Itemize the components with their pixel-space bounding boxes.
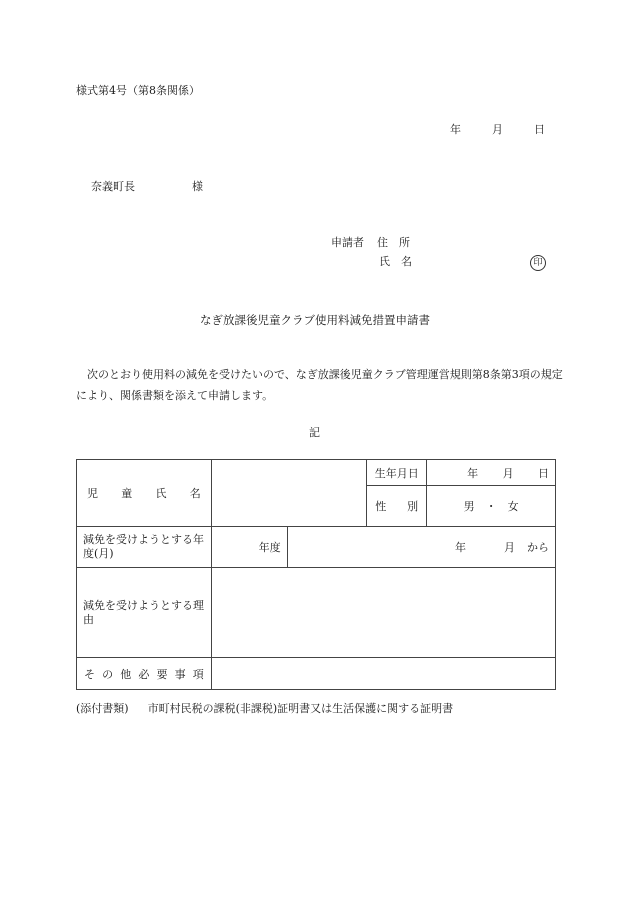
child-name-field[interactable] (211, 460, 366, 527)
period-label: 減免を受けようとする年度(月) (77, 527, 212, 568)
seal-mark (530, 255, 546, 271)
body-text: 次のとおり使用料の減免を受けたいので、なぎ放課後児童クラブ管理運営規則第8条第3項の規定により、関係書類を添えて申請します。 (76, 368, 563, 402)
birthdate-field[interactable]: 年 月 日 (427, 460, 556, 486)
date-line (450, 123, 545, 137)
sex-label-cell: 性 別 (367, 486, 427, 527)
birthdate-label: 生年月日 (367, 460, 427, 486)
date-day: 日 (534, 123, 545, 136)
other-label-cell: そ の 他 必 要 事 項 (77, 658, 212, 690)
period-start-field[interactable]: 年 月 から (287, 527, 555, 568)
applicant-label: 申請者 (331, 236, 364, 249)
attachment-text: 市町村民税の課税(非課税)証明書又は生活保護に関する証明書 (147, 702, 454, 715)
document-title: なぎ放課後児童クラブ使用料減免措置申請書 (200, 313, 430, 327)
period-year-field[interactable]: 年度 (211, 527, 287, 568)
date-month: 月 (492, 123, 503, 136)
seal-icon: 印 (530, 255, 546, 271)
applicant-name-label: 氏 名 (379, 255, 412, 268)
form-number: 様式第4号（第8条関係） (76, 84, 200, 97)
ki-mark: 記 (309, 426, 320, 439)
date-year: 年 (450, 123, 461, 136)
addressee (91, 180, 203, 194)
attachment-note (76, 702, 453, 716)
applicant-address-row (331, 236, 410, 250)
addressee-name: 奈義町長 (91, 180, 135, 193)
child-name-label-cell: 児 童 氏 名 (77, 460, 212, 527)
attachment-label: (添付書類) (76, 702, 129, 715)
reason-label: 減免を受けようとする理由 (77, 568, 212, 658)
application-table (76, 459, 556, 690)
addressee-honorific: 様 (192, 180, 203, 193)
other-field[interactable] (211, 658, 555, 690)
sex-field[interactable]: 男 ・ 女 (427, 486, 556, 527)
applicant-address-label: 住 所 (377, 236, 410, 249)
reason-field[interactable] (211, 568, 555, 658)
